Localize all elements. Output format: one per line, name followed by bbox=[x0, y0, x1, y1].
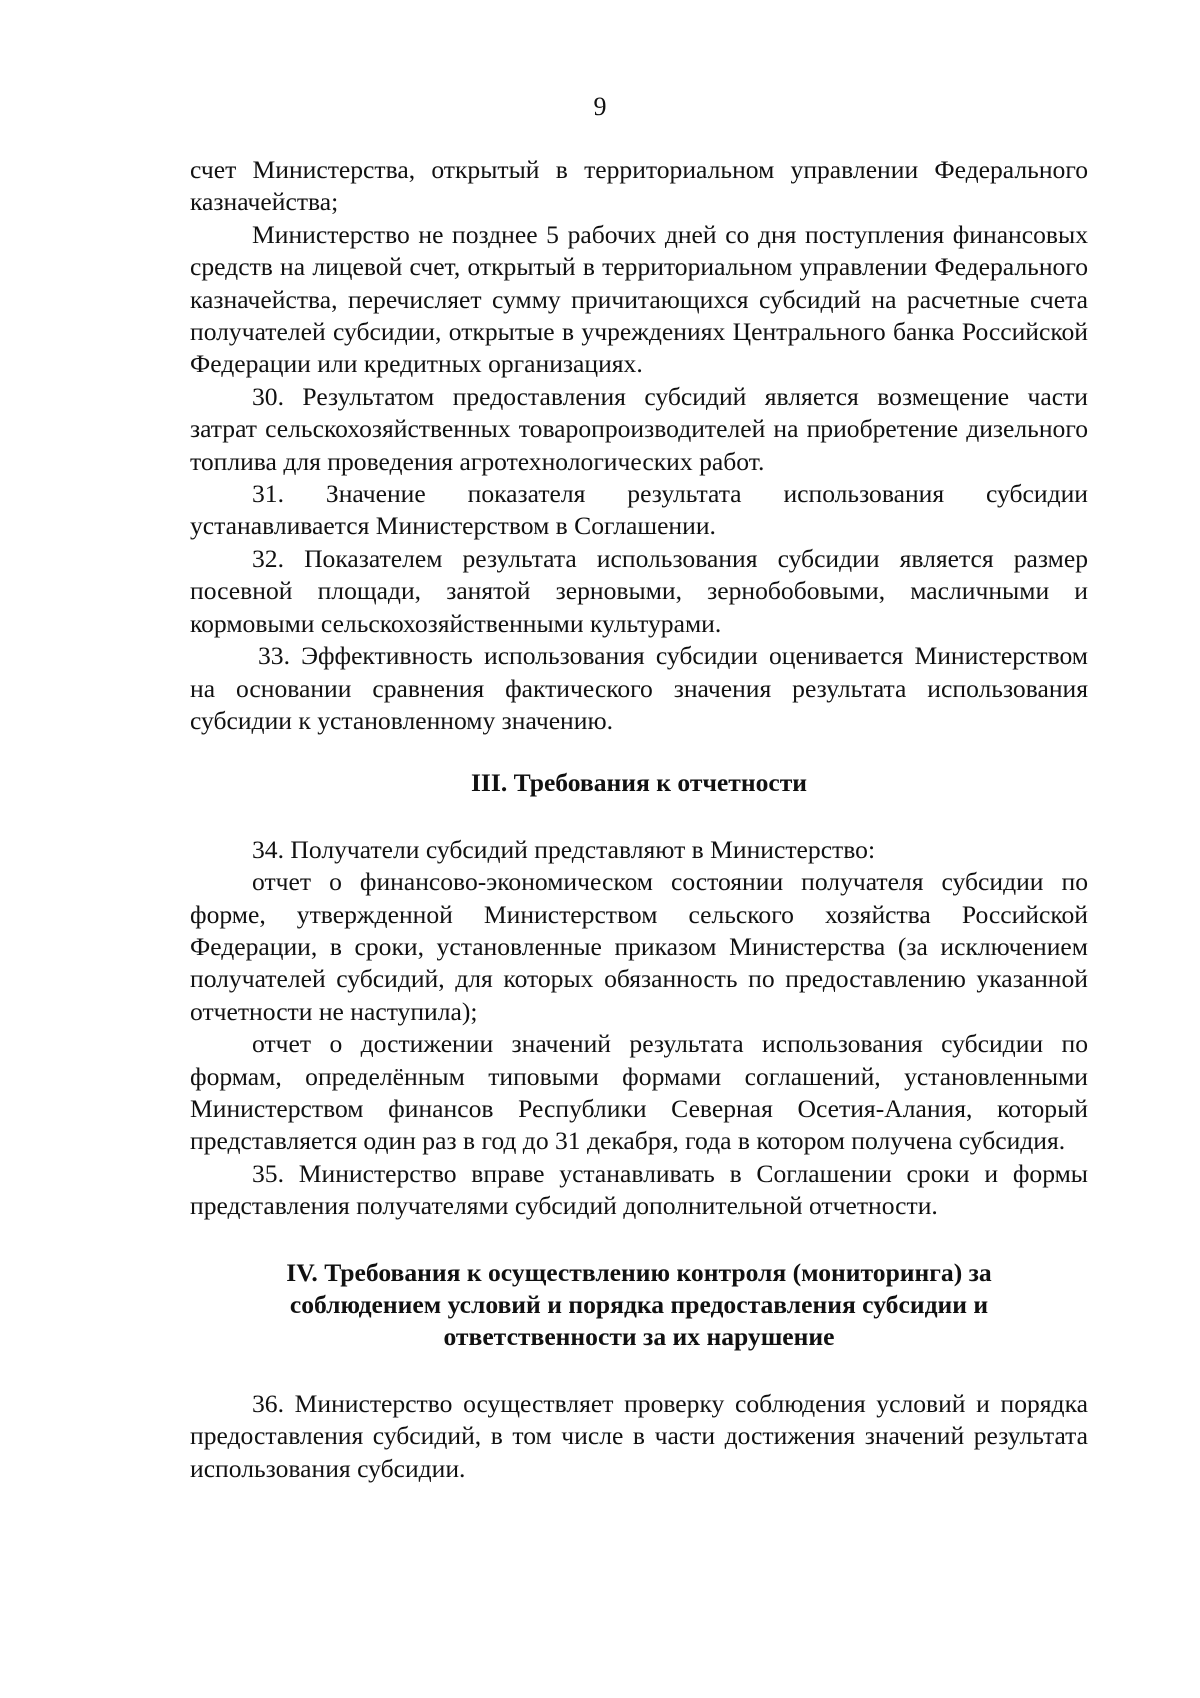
paragraph-33: 33. Эффективность использования субсидии оценивается Министерством на основании сравнения фактического значения результата использования субсидии к установленному значению. bbox=[190, 641, 1088, 735]
page-number: 9 bbox=[593, 92, 607, 121]
paragraph-31: 31. Значение показателя результата использования субсидии устанавливается Министерством в Соглашении. bbox=[190, 479, 1088, 541]
section-3-heading: III. Требования к отчетности bbox=[470, 768, 808, 798]
section-4-heading bbox=[190, 1257, 1088, 1354]
paragraph-account-continuation: счет Министерства, открытый в территориальном управлении Федерального казначейства; bbox=[190, 155, 1088, 217]
paragraph-32: 32. Показателем результата использования субсидии является размер посевной площади, занятой зерновыми, зернобобовыми, масличными и кормовыми сельскохозяйственными культурами. bbox=[190, 543, 1088, 638]
section-4-heading-line-2: соблюдением условий и порядка предоставления субсидии и bbox=[289, 1290, 989, 1319]
section-4-heading-line-1: IV. Требования к осуществлению контроля (мониторинга) за bbox=[286, 1257, 992, 1287]
paragraph-35: 35. Министерство вправе устанавливать в Соглашении сроки и формы представления получателями субсидий дополнительной отчетности. bbox=[190, 1158, 1088, 1221]
paragraph-30: 30. Результатом предоставления субсидий является возмещение части затрат сельскохозяйственных товаропроизводителей на приобретение дизельного топлива для проведения агротехнологических работ. bbox=[190, 381, 1088, 476]
section-4-heading-line-3: ответственности за их нарушение bbox=[443, 1322, 835, 1352]
paragraph-transfer-terms: Министерство не позднее 5 рабочих дней со дня поступления финансовых средств на лицевой счет, открытый в территориальном управлении Федерального казначейства, перечисляет сумму причитающихся субсидий на расчетные счета получателей субсидии, открытые в учреждениях Центрального банка Российской Федерации или кредитных организациях. bbox=[190, 219, 1088, 379]
document-body bbox=[190, 154, 1088, 1485]
paragraph-34-results-report: отчет о достижении значений результата использования субсидии по формам, определённым типовыми формами соглашений, установленными Министерством финансов Республики Северная Осетия-Алания, который представляется один раз в год до 31 декабря, года в котором получена субсидия. bbox=[190, 1029, 1088, 1156]
paragraph-34: 34. Получатели субсидий представляют в Министерство: bbox=[252, 834, 876, 864]
paragraph-36: 36. Министерство осуществляет проверку соблюдения условий и порядка предоставления субсидий, в том числе в части достижения значений результата использования субсидии. bbox=[190, 1388, 1088, 1483]
paragraph-34-financial-report: отчет о финансово-экономическом состоянии получателя субсидии по форме, утвержденной Министерством сельского хозяйства Российской Федерации, в сроки, установленные приказом Министерства (за исключением получателей субсидий, для которых обязанность по предоставлению указанной отчетности не наступила); bbox=[190, 867, 1088, 1026]
